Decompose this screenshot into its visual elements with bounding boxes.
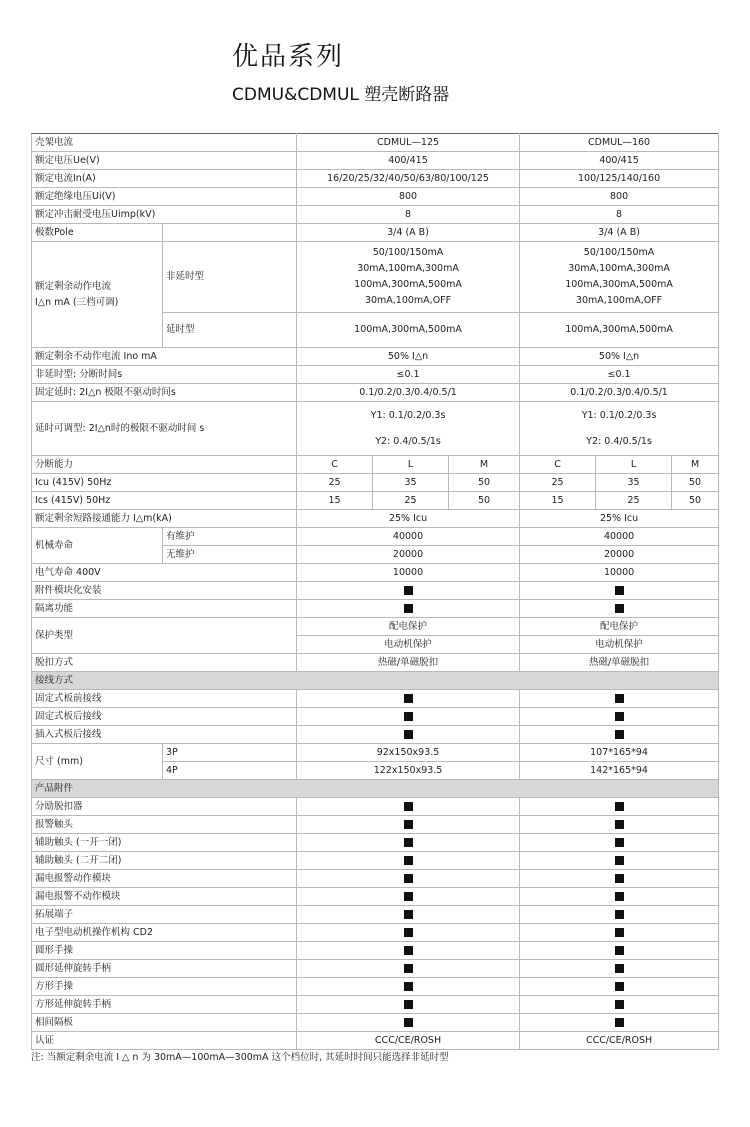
cell-value	[297, 870, 520, 888]
filled-square-icon	[615, 820, 624, 829]
cell-value: M	[672, 456, 719, 474]
row-label: 额定电流In(A)	[32, 170, 297, 188]
filled-square-icon	[615, 604, 624, 613]
line: 50/100/150mA	[583, 247, 655, 258]
filled-square-icon	[404, 820, 413, 829]
cell-value: CCC/CE/ROSH	[297, 1032, 520, 1050]
table-row	[32, 852, 719, 870]
cell-value: 0.1/0.2/0.3/0.4/0.5/1	[520, 384, 719, 402]
cell-value: L	[596, 456, 672, 474]
row-label: 圆形延伸旋转手柄	[32, 960, 297, 978]
spec-table	[31, 133, 719, 1050]
cell-value: 3/4 (A B)	[520, 224, 719, 242]
table-row	[32, 384, 719, 402]
cell-value	[520, 834, 719, 852]
accessories-body	[32, 798, 719, 1032]
filled-square-icon	[404, 802, 413, 811]
sub-label: 有维护	[163, 528, 297, 546]
cell-value	[297, 924, 520, 942]
cell-value: 10000	[520, 564, 719, 582]
cell-value: 10000	[297, 564, 520, 582]
line: 50/100/150mA	[372, 247, 444, 258]
filled-square-icon	[404, 586, 413, 595]
idn-label-2: I△n mA (三档可调)	[35, 296, 119, 308]
row-label: 圆形手操	[32, 942, 297, 960]
row-label: 额定剩余不动作电流 Ino mA	[32, 348, 297, 366]
row-label: 方形手操	[32, 978, 297, 996]
table-row	[32, 744, 719, 762]
row-label: 方形延伸旋转手柄	[32, 996, 297, 1014]
filled-square-icon	[615, 586, 624, 595]
table-row	[32, 564, 719, 582]
cell-value	[520, 960, 719, 978]
model-header-1: CDMUL—125	[297, 134, 520, 152]
filled-square-icon	[404, 712, 413, 721]
row-label: 认证	[32, 1032, 297, 1050]
line: 30mA,100mA,300mA	[357, 263, 459, 274]
table-row	[32, 224, 719, 242]
cell-value	[297, 942, 520, 960]
cell-value: 142*165*94	[520, 762, 719, 780]
cell-value: 25	[297, 474, 373, 492]
row-label: 保护类型	[32, 618, 297, 654]
cell-value	[297, 402, 520, 456]
row-label: 壳架电流	[32, 134, 297, 152]
table-row	[32, 942, 719, 960]
cell-value: 92x150x93.5	[297, 744, 520, 762]
row-label: 电子型电动机操作机构 CD2	[32, 924, 297, 942]
table-row	[32, 978, 719, 996]
cell-value	[520, 242, 719, 313]
row-label: 拓展端子	[32, 906, 297, 924]
cell-value: 3/4 (A B)	[297, 224, 520, 242]
table-row	[32, 152, 719, 170]
cell-value	[297, 726, 520, 744]
filled-square-icon	[615, 712, 624, 721]
row-label: 固定延时: 2I△n 极限不驱动时间s	[32, 384, 297, 402]
row-label: 报警触头	[32, 816, 297, 834]
row-label: 极数Pole	[32, 224, 163, 242]
line: Y2: 0.4/0.5/1s	[375, 435, 441, 447]
sub-label: 3P	[163, 744, 297, 762]
cell-value: 35	[373, 474, 449, 492]
filled-square-icon	[404, 874, 413, 883]
line: 100mA,300mA,500mA	[565, 279, 673, 290]
cell-value: 35	[596, 474, 672, 492]
filled-square-icon	[404, 892, 413, 901]
row-label: 相间隔板	[32, 1014, 297, 1032]
cell-value: L	[373, 456, 449, 474]
filled-square-icon	[615, 802, 624, 811]
cell-value	[520, 726, 719, 744]
filled-square-icon	[615, 982, 624, 991]
cell-value: 配电保护	[520, 618, 719, 636]
table-row	[32, 816, 719, 834]
table-row	[32, 708, 719, 726]
cell-value	[297, 834, 520, 852]
filled-square-icon	[615, 946, 624, 955]
section-band	[32, 672, 719, 690]
cell-value	[520, 852, 719, 870]
table-row	[32, 492, 719, 510]
filled-square-icon	[404, 1018, 413, 1027]
filled-square-icon	[404, 946, 413, 955]
table-row	[32, 726, 719, 744]
cell-value	[520, 708, 719, 726]
cell-value	[297, 960, 520, 978]
filled-square-icon	[404, 856, 413, 865]
sub-label: 4P	[163, 762, 297, 780]
cell-value	[520, 582, 719, 600]
row-label: Ics (415V) 50Hz	[32, 492, 297, 510]
cell-value	[520, 942, 719, 960]
table-row	[32, 1032, 719, 1050]
line: 30mA,100mA,OFF	[364, 295, 452, 306]
cell-value: 25% Icu	[520, 510, 719, 528]
cell-value	[297, 798, 520, 816]
cell-value	[297, 708, 520, 726]
filled-square-icon	[615, 874, 624, 883]
cell-value	[520, 996, 719, 1014]
cell-value: 热磁/单磁脱扣	[297, 654, 520, 672]
page-subtitle: CDMU&CDMUL 塑壳断路器	[232, 85, 450, 105]
table-row	[32, 870, 719, 888]
table-row	[32, 242, 719, 313]
row-label: 隔离功能	[32, 600, 297, 618]
row-label: 漏电报警不动作模块	[32, 888, 297, 906]
section-title: 接线方式	[32, 672, 719, 690]
cell-value: 0.1/0.2/0.3/0.4/0.5/1	[297, 384, 520, 402]
cell-value: 122x150x93.5	[297, 762, 520, 780]
sub-label: 延时型	[163, 313, 297, 348]
row-label: 分励脱扣器	[32, 798, 297, 816]
cell-value: 50	[449, 474, 520, 492]
cell-value: 100mA,300mA,500mA	[520, 313, 719, 348]
cell-value: 800	[297, 188, 520, 206]
cell-value: 电动机保护	[520, 636, 719, 654]
cell-value: 配电保护	[297, 618, 520, 636]
footnote: 注: 当额定剩余电流 I △ n 为 30mA—100mA—300mA 这个档位时, 其延时时间只能选择非延时型	[31, 1052, 449, 1063]
sub-label: 无维护	[163, 546, 297, 564]
cell-value	[297, 996, 520, 1014]
filled-square-icon	[404, 928, 413, 937]
cell-value: 100mA,300mA,500mA	[297, 313, 520, 348]
cell-value	[297, 242, 520, 313]
table-row	[32, 456, 719, 474]
cell-value	[520, 906, 719, 924]
cell-value	[297, 852, 520, 870]
filled-square-icon	[615, 730, 624, 739]
cell-value: 107*165*94	[520, 744, 719, 762]
cell-value	[297, 906, 520, 924]
cell-value: ≤0.1	[520, 366, 719, 384]
table-row	[32, 690, 719, 708]
cell-value: 热磁/单磁脱扣	[520, 654, 719, 672]
cell-value: ≤0.1	[297, 366, 520, 384]
filled-square-icon	[404, 694, 413, 703]
cell-value	[297, 888, 520, 906]
row-label: 额定电压Ue(V)	[32, 152, 297, 170]
cell-value: 8	[297, 206, 520, 224]
row-label: 辅助触头 (一开一闭)	[32, 834, 297, 852]
cell-value	[297, 1014, 520, 1032]
row-label: 额定剩余短路接通能力 I△m(kA)	[32, 510, 297, 528]
cell-value	[520, 690, 719, 708]
line: Y1: 0.1/0.2/0.3s	[370, 409, 446, 421]
table-row	[32, 528, 719, 546]
row-label: 额定冲击耐受电压Uimp(kV)	[32, 206, 297, 224]
cell-value	[520, 798, 719, 816]
table-row	[32, 510, 719, 528]
row-label: 机械寿命	[32, 528, 163, 564]
filled-square-icon	[404, 982, 413, 991]
row-label: 漏电报警动作模块	[32, 870, 297, 888]
row-label: 尺寸 (mm)	[32, 744, 163, 780]
cell-value	[520, 924, 719, 942]
row-label: 分断能力	[32, 456, 297, 474]
filled-square-icon	[404, 964, 413, 973]
filled-square-icon	[615, 892, 624, 901]
filled-square-icon	[615, 1000, 624, 1009]
sub-label: 非延时型	[163, 242, 297, 313]
row-label: 附件模块化安装	[32, 582, 297, 600]
table-row	[32, 654, 719, 672]
cell-value: 800	[520, 188, 719, 206]
idn-label-1: 额定剩余动作电流	[35, 280, 112, 292]
row-label: 脱扣方式	[32, 654, 297, 672]
page-title: 优品系列	[232, 42, 345, 72]
row-label	[32, 242, 163, 348]
cell-value	[520, 888, 719, 906]
cell-value: 25	[520, 474, 596, 492]
cell-value: 100/125/140/160	[520, 170, 719, 188]
filled-square-icon	[615, 964, 624, 973]
row-label: Icu (415V) 50Hz	[32, 474, 297, 492]
cell-value	[520, 1014, 719, 1032]
cell-value	[520, 870, 719, 888]
row-label: 插入式板后接线	[32, 726, 297, 744]
table-row	[32, 206, 719, 224]
cell-value: 15	[520, 492, 596, 510]
filled-square-icon	[615, 928, 624, 937]
table-row	[32, 924, 719, 942]
line: Y2: 0.4/0.5/1s	[586, 435, 652, 447]
line: 100mA,300mA,500mA	[354, 279, 462, 290]
line: Y1: 0.1/0.2/0.3s	[581, 409, 657, 421]
row-label: 电气寿命 400V	[32, 564, 297, 582]
cell-value: 50	[672, 492, 719, 510]
cell-value: C	[520, 456, 596, 474]
table-row	[32, 888, 719, 906]
cell-value: 50	[672, 474, 719, 492]
cell-value: 50% I△n	[297, 348, 520, 366]
table-row	[32, 834, 719, 852]
cell-value	[520, 402, 719, 456]
cell-value	[520, 600, 719, 618]
cell-value: 400/415	[520, 152, 719, 170]
row-label: 固定式板后接线	[32, 708, 297, 726]
cell-value: 25	[596, 492, 672, 510]
cell-value: M	[449, 456, 520, 474]
table-row	[32, 474, 719, 492]
cell-value: 8	[520, 206, 719, 224]
cell-value: 50	[449, 492, 520, 510]
cell-value: 50% I△n	[520, 348, 719, 366]
line: 30mA,100mA,300mA	[568, 263, 670, 274]
cell-value: 20000	[520, 546, 719, 564]
table-row	[32, 600, 719, 618]
line: 30mA,100mA,OFF	[575, 295, 663, 306]
table-row	[32, 134, 719, 152]
cell-value: 25	[373, 492, 449, 510]
cell-value: 20000	[297, 546, 520, 564]
cell-value: 40000	[297, 528, 520, 546]
filled-square-icon	[404, 910, 413, 919]
cell-value: 25% Icu	[297, 510, 520, 528]
model-header-2: CDMUL—160	[520, 134, 719, 152]
table-row	[32, 618, 719, 636]
row-label: 延时可调型: 2I△n时的极限不驱动时间 s	[32, 402, 297, 456]
table-row	[32, 582, 719, 600]
table-row	[32, 402, 719, 456]
cell-value: 16/20/25/32/40/50/63/80/100/125	[297, 170, 520, 188]
filled-square-icon	[404, 604, 413, 613]
row-label: 固定式板前接线	[32, 690, 297, 708]
filled-square-icon	[404, 1000, 413, 1009]
row-label: 额定绝缘电压Ui(V)	[32, 188, 297, 206]
table-row	[32, 170, 719, 188]
empty-cell	[163, 224, 297, 242]
filled-square-icon	[615, 838, 624, 847]
table-row	[32, 348, 719, 366]
filled-square-icon	[615, 856, 624, 865]
filled-square-icon	[615, 1018, 624, 1027]
cell-value	[520, 816, 719, 834]
filled-square-icon	[404, 730, 413, 739]
section-band	[32, 780, 719, 798]
row-label: 辅助触头 (二开二闭)	[32, 852, 297, 870]
table-row	[32, 798, 719, 816]
cell-value	[297, 690, 520, 708]
table-row	[32, 188, 719, 206]
cell-value	[297, 978, 520, 996]
filled-square-icon	[615, 694, 624, 703]
row-label: 非延时型: 分断时间s	[32, 366, 297, 384]
table-row	[32, 960, 719, 978]
cell-value: CCC/CE/ROSH	[520, 1032, 719, 1050]
cell-value	[297, 582, 520, 600]
cell-value: 40000	[520, 528, 719, 546]
cell-value: 电动机保护	[297, 636, 520, 654]
cell-value: C	[297, 456, 373, 474]
table-row	[32, 996, 719, 1014]
filled-square-icon	[404, 838, 413, 847]
cell-value	[297, 600, 520, 618]
cell-value: 15	[297, 492, 373, 510]
cell-value	[520, 978, 719, 996]
section-title: 产品附件	[32, 780, 719, 798]
table-row	[32, 906, 719, 924]
cell-value	[297, 816, 520, 834]
table-row	[32, 1014, 719, 1032]
cell-value: 400/415	[297, 152, 520, 170]
table-row	[32, 366, 719, 384]
filled-square-icon	[615, 910, 624, 919]
